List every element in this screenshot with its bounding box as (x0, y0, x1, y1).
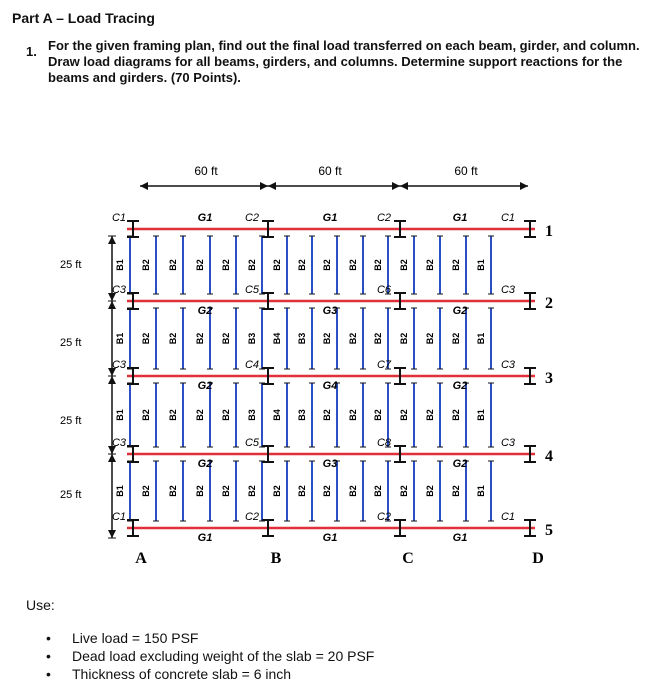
beam-label: B1 (476, 332, 486, 345)
beam-label: B1 (476, 409, 486, 421)
beam-label: B2 (141, 332, 151, 345)
column-label: C5 (244, 437, 260, 449)
column-label: C1 (111, 511, 127, 523)
beam-label: B2 (221, 409, 231, 421)
beam-label: B2 (221, 332, 231, 345)
grid-number: 3 (545, 370, 553, 387)
beam-label: B2 (195, 259, 205, 271)
beam-label: B2 (141, 259, 151, 271)
girder-label: G3 (322, 458, 338, 470)
dimension-arrow-icon (400, 182, 408, 190)
girder-label: G4 (322, 380, 338, 392)
beam-label: B2 (247, 485, 257, 497)
dimension-arrow-icon (268, 182, 276, 190)
beam-label: B1 (476, 259, 486, 271)
girder-label: G1 (322, 532, 338, 544)
beam-label: B1 (115, 409, 125, 421)
beam-label: B2 (322, 485, 332, 497)
beam-label: B2 (247, 259, 257, 271)
girder-label: G1 (452, 532, 468, 544)
grid-letter: A (135, 550, 147, 567)
column-label: C1 (500, 511, 516, 523)
beam-label: B2 (168, 409, 178, 421)
beam-label: B2 (221, 485, 231, 497)
beam-label: B2 (399, 485, 409, 497)
beam-label: B2 (221, 259, 231, 271)
beam-label: B2 (195, 409, 205, 421)
dimension-arrow-icon (392, 182, 400, 190)
girder-label: G2 (452, 305, 468, 317)
grid-letter: B (270, 550, 282, 567)
beam-label: B2 (297, 485, 307, 497)
span-label: 60 ft (194, 164, 218, 178)
beam-label: B2 (373, 409, 383, 421)
grid-number: 1 (545, 223, 553, 240)
beam-label: B2 (348, 332, 358, 345)
grid-number: 5 (545, 522, 553, 539)
column-label: C2 (376, 212, 392, 224)
load-item-slab (46, 665, 374, 683)
grid-number: 2 (545, 295, 553, 312)
beam-label: B2 (373, 332, 383, 345)
beam-label: B2 (425, 409, 435, 421)
beam-label: B2 (373, 259, 383, 271)
beam-label: B2 (297, 259, 307, 271)
column-label: C1 (111, 212, 127, 224)
dimension-arrow-icon (108, 376, 116, 384)
beam-label: B1 (115, 259, 125, 271)
beam-label: B2 (425, 332, 435, 345)
bullet-icon: • (46, 666, 51, 682)
beam-label: B3 (247, 332, 257, 345)
part-title: Part A – Load Tracing (12, 10, 155, 26)
dimension-arrow-icon (108, 301, 116, 309)
beam-label: B3 (297, 332, 307, 345)
beam-label: B2 (451, 409, 461, 421)
beam-label: B2 (451, 332, 461, 345)
girder-label: G2 (452, 380, 468, 392)
girder-label: G2 (197, 380, 213, 392)
beam-label: B2 (272, 485, 282, 497)
dimension-arrow-icon (260, 182, 268, 190)
column-label: C6 (376, 284, 392, 296)
beam-label: B2 (322, 409, 332, 421)
grid-letter: C (402, 550, 414, 567)
dimension-arrow-icon (520, 182, 528, 190)
use-label: Use: (26, 597, 55, 613)
beam-label: B2 (399, 332, 409, 345)
column-label: C3 (500, 437, 516, 449)
beam-label: B2 (272, 259, 282, 271)
beam-label: B4 (272, 332, 282, 345)
beam-label: B2 (451, 259, 461, 271)
girder-label: G2 (452, 458, 468, 470)
beam-label: B2 (451, 485, 461, 497)
beam-label: B2 (399, 259, 409, 271)
beam-label: B2 (195, 485, 205, 497)
load-item-live (46, 629, 374, 647)
beam-label: B2 (425, 259, 435, 271)
slab-thickness-text: Thickness of concrete slab = 6 inch (72, 666, 292, 682)
load-list (46, 629, 374, 683)
beam-label: B1 (476, 485, 486, 497)
beam-label: B2 (322, 259, 332, 271)
bullet-icon: • (46, 630, 51, 646)
span-label: 60 ft (318, 164, 342, 178)
beam-label: B2 (348, 259, 358, 271)
grid-number: 4 (545, 448, 553, 465)
column-label: C2 (244, 511, 260, 523)
beam-label: B1 (115, 332, 125, 345)
dimension-arrow-icon (108, 454, 116, 462)
beam-label: B2 (348, 409, 358, 421)
dimension-arrow-icon (108, 530, 116, 538)
question-number: 1. (26, 44, 37, 59)
column-label: C8 (376, 437, 392, 449)
load-item-dead (46, 647, 374, 665)
beam-label: B2 (373, 485, 383, 497)
column-label: C3 (500, 284, 516, 296)
dimension-arrow-icon (108, 236, 116, 244)
beam-label: B2 (322, 332, 332, 345)
bay-label: 25 ft (60, 489, 82, 501)
beam-label: B3 (247, 409, 257, 421)
column-label: C3 (111, 284, 127, 296)
bay-label: 25 ft (60, 415, 82, 427)
beam-label: B2 (348, 485, 358, 497)
column-label: C3 (500, 359, 516, 371)
bullet-icon: • (46, 648, 51, 664)
beam-label: B2 (425, 485, 435, 497)
beam-label: B2 (399, 409, 409, 421)
dimension-arrow-icon (140, 182, 148, 190)
column-label: C2 (376, 511, 392, 523)
girder-label: G1 (197, 532, 213, 544)
girder-label: G3 (322, 305, 338, 317)
beam-label: B2 (141, 409, 151, 421)
question-text: For the given framing plan, find out the final load transferred on each beam, girder, and column. Draw load diagrams for all beams, girders, and columns. Determine support reactions for the beams and girders. (70 Points). (48, 38, 640, 85)
beam-label: B2 (141, 485, 151, 497)
span-label: 60 ft (454, 164, 478, 178)
bay-label: 25 ft (60, 259, 82, 271)
beam-label: B4 (272, 409, 282, 421)
column-label: C5 (244, 284, 260, 296)
girder-label: G2 (197, 305, 213, 317)
column-label: C1 (500, 212, 516, 224)
column-label: C3 (111, 359, 127, 371)
beam-label: B2 (168, 332, 178, 345)
girder-label: G1 (197, 212, 213, 224)
column-label: C4 (244, 359, 260, 371)
beam-label: B2 (195, 332, 205, 345)
column-label: C3 (111, 437, 127, 449)
beam-label: B2 (168, 485, 178, 497)
beam-label: B3 (297, 409, 307, 421)
column-label: C2 (244, 212, 260, 224)
column-label: C7 (376, 359, 392, 371)
dead-load-text: Dead load excluding weight of the slab = 20 PSF (72, 648, 375, 664)
girder-label: G2 (197, 458, 213, 470)
grid-letter: D (532, 550, 544, 567)
beam-label: B1 (115, 485, 125, 497)
beam-label: B2 (168, 259, 178, 271)
bay-label: 25 ft (60, 337, 82, 349)
girder-label: G1 (322, 212, 338, 224)
girder-label: G1 (452, 212, 468, 224)
live-load-text: Live load = 150 PSF (72, 630, 199, 646)
